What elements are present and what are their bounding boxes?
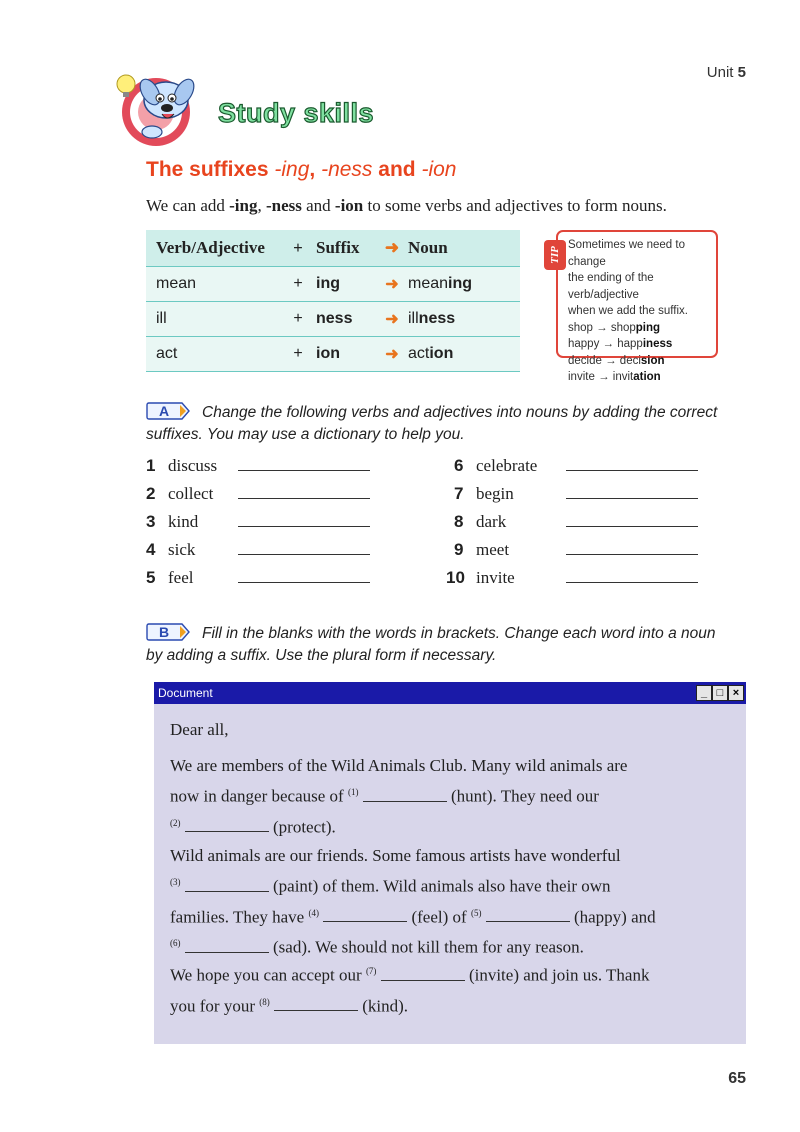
answer-blank[interactable] <box>486 907 570 922</box>
list-item: 7 begin <box>454 484 698 508</box>
cell-plus: + <box>286 302 310 337</box>
cell-word: ill <box>146 302 286 337</box>
list-item: 5 feel <box>146 568 370 592</box>
table-header-row <box>146 230 520 267</box>
cell-noun: meaning <box>408 267 520 302</box>
document-window <box>154 682 746 1044</box>
suffix-table <box>146 230 520 372</box>
arrow-icon: ➜ <box>376 267 408 302</box>
header-verb-adjective: Verb/Adjective <box>146 230 286 267</box>
close-button[interactable]: × <box>728 685 744 701</box>
list-item: 10 invite <box>446 568 698 592</box>
window-titlebar[interactable] <box>154 682 746 704</box>
window-title: Document <box>158 686 213 700</box>
arrow-icon: ➜ <box>376 302 408 337</box>
answer-blank[interactable] <box>185 877 269 892</box>
letter-paragraph-3: We hope you can accept our $^{(7)}$ (invite) and join us. Thank you for your $^{(8)}$ (kind). <box>170 965 650 1016</box>
answer-blank[interactable] <box>185 817 269 832</box>
intro-text: We can add -ing, -ness and -ion to some verbs and adjectives to form nouns. <box>146 196 667 215</box>
list-item: 6 celebrate <box>454 456 698 480</box>
answer-blank[interactable] <box>238 568 370 583</box>
tip-text: Sometimes we need to change the ending of the verb/adjective when we add the suffix. shop → shopping happy → happiness decide → decision invite → invitation <box>568 239 688 383</box>
answer-blank[interactable] <box>566 512 698 527</box>
page-title: The suffixes -ing, -ness and -ion <box>146 158 457 181</box>
maximize-button[interactable]: □ <box>712 685 728 701</box>
answer-blank[interactable] <box>381 966 465 981</box>
list-item: 1 discuss <box>146 456 370 480</box>
list-item: 4 sick <box>146 540 370 564</box>
page-number: 65 <box>728 1070 746 1087</box>
answer-blank[interactable] <box>566 568 698 583</box>
answer-blank[interactable] <box>274 996 358 1011</box>
unit-label: Unit 5 <box>706 64 746 81</box>
answer-blank[interactable] <box>566 456 698 471</box>
letter-greeting: Dear all, <box>170 720 229 739</box>
cell-suffix: ness <box>310 302 376 337</box>
arrow-icon: → <box>598 371 610 383</box>
document-body <box>154 704 746 1044</box>
arrow-icon: ➜ <box>376 337 408 372</box>
arrow-icon: ➜ <box>376 230 408 267</box>
arrow-icon: → <box>596 321 608 334</box>
answer-blank[interactable] <box>185 938 269 953</box>
tip-tag: TIP <box>544 240 566 270</box>
answer-blank[interactable] <box>566 484 698 499</box>
cell-word: mean <box>146 267 286 302</box>
table-row <box>146 302 520 337</box>
table-row <box>146 267 520 302</box>
answer-blank[interactable] <box>323 907 407 922</box>
answer-blank[interactable] <box>566 540 698 555</box>
svg-text:B: B <box>159 624 170 640</box>
table-row <box>146 337 520 372</box>
answer-blank[interactable] <box>238 484 370 499</box>
answer-blank[interactable] <box>238 512 370 527</box>
arrow-icon: → <box>605 354 617 367</box>
exercise-b-instructions: Fill in the blanks with the words in brackets. Change each word into a noun by adding a suffix. Use the plural form if necessary. <box>146 625 716 664</box>
cell-noun: action <box>408 337 520 372</box>
section-heading: Study skills <box>218 98 375 128</box>
exercise-a-instructions: Change the following verbs and adjectives into nouns by adding the correct suffixes. You may use a dictionary to help you. <box>146 404 718 443</box>
svg-text:A: A <box>159 403 170 419</box>
study-skills-mascot-icon <box>112 62 232 152</box>
list-item: 8 dark <box>454 512 698 536</box>
letter-paragraph-2: Wild animals are our friends. Some famous artists have wonderful $^{(3)}$ (paint) of them. Wild animals also have their own families. They have $^{(4)}$ (feel) of $^{(5)}$ (happy) and $^{(6)}$ (sad). We should not kill them for any reason. <box>170 846 656 957</box>
list-item: 3 kind <box>146 512 370 536</box>
header-suffix: Suffix <box>310 230 376 267</box>
list-item: 9 meet <box>454 540 698 564</box>
cell-plus: + <box>286 337 310 372</box>
answer-blank[interactable] <box>238 456 370 471</box>
cell-plus: + <box>286 267 310 302</box>
arrow-icon: → <box>602 338 615 350</box>
cell-suffix: ion <box>310 337 376 372</box>
header-plus: + <box>286 230 310 267</box>
tip-box <box>548 230 718 383</box>
cell-suffix: ing <box>310 267 376 302</box>
header-noun: Noun <box>408 230 520 267</box>
answer-blank[interactable] <box>363 787 447 802</box>
letter-paragraph-1: We are members of the Wild Animals Club. Many wild animals are now in danger because of $^{(1)}$ (hunt). They need our $^{(2)}$ (protect). <box>170 756 628 837</box>
cell-noun: illness <box>408 302 520 337</box>
list-item: 2 collect <box>146 484 370 508</box>
minimize-button[interactable]: _ <box>696 685 712 701</box>
answer-blank[interactable] <box>238 540 370 555</box>
cell-word: act <box>146 337 286 372</box>
